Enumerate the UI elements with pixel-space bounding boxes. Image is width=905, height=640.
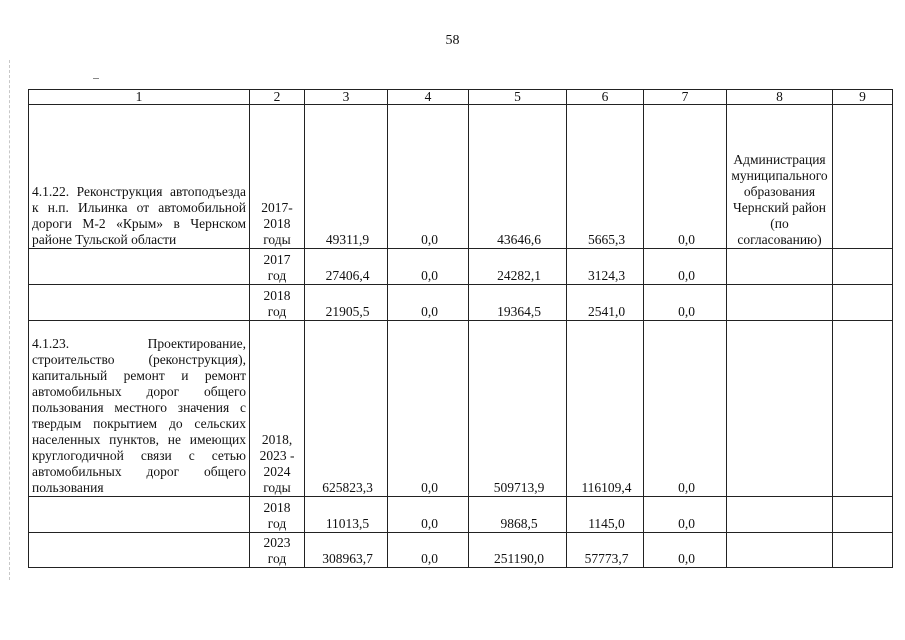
value-total: 625823,3 bbox=[305, 321, 388, 497]
value-col5: 509713,9 bbox=[469, 321, 567, 497]
note-cell bbox=[833, 285, 893, 321]
responsible-cell bbox=[727, 497, 833, 533]
note-cell bbox=[833, 249, 893, 285]
value-col6: 3124,3 bbox=[567, 249, 644, 285]
value-col7: 0,0 bbox=[644, 321, 727, 497]
measure-name bbox=[29, 533, 250, 568]
value-col7: 0,0 bbox=[644, 497, 727, 533]
measure-name: 4.1.22. Реконструкция автоподъезда к н.п. Ильинка от автомобильной дороги М-2 «Крым» в Чернском районе Тульской области bbox=[29, 105, 250, 249]
period-cell: 2018, 2023 - 2024 годы bbox=[250, 321, 305, 497]
value-col4: 0,0 bbox=[388, 533, 469, 568]
page-number: 58 bbox=[445, 33, 460, 48]
scan-mark bbox=[93, 78, 99, 79]
header-cell: 1 bbox=[29, 90, 250, 105]
responsible-cell bbox=[727, 321, 833, 497]
value-col5: 24282,1 bbox=[469, 249, 567, 285]
note-cell bbox=[833, 321, 893, 497]
responsible-cell bbox=[727, 285, 833, 321]
value-col4: 0,0 bbox=[388, 285, 469, 321]
table-row bbox=[29, 497, 893, 533]
value-col6: 116109,4 bbox=[567, 321, 644, 497]
table-row bbox=[29, 533, 893, 568]
note-cell bbox=[833, 533, 893, 568]
measure-name bbox=[29, 497, 250, 533]
header-row bbox=[29, 90, 893, 105]
header-cell: 2 bbox=[250, 90, 305, 105]
header-cell: 7 bbox=[644, 90, 727, 105]
header-cell: 4 bbox=[388, 90, 469, 105]
value-total: 11013,5 bbox=[305, 497, 388, 533]
responsible-cell bbox=[727, 533, 833, 568]
measure-name: 4.1.23. Проектирование, строительство (реконструкция), капитальный ремонт и ремонт автомобильных дорог общего пользования местного значения с твердым покрытием до сельских населенных пунктов, не имеющих круглогодичной связи с сетью автомобильных дорог общего пользования bbox=[29, 321, 250, 497]
responsible-cell bbox=[727, 249, 833, 285]
value-col5: 43646,6 bbox=[469, 105, 567, 249]
value-col4: 0,0 bbox=[388, 321, 469, 497]
table-row bbox=[29, 321, 893, 497]
note-cell bbox=[833, 105, 893, 249]
note-cell bbox=[833, 497, 893, 533]
value-col6: 2541,0 bbox=[567, 285, 644, 321]
measure-name bbox=[29, 285, 250, 321]
value-col7: 0,0 bbox=[644, 249, 727, 285]
responsible-cell: Администрация муниципального образования Чернский район (по согласованию) bbox=[727, 105, 833, 249]
margin-line bbox=[9, 60, 10, 580]
period-cell: 2023 год bbox=[250, 533, 305, 568]
header-cell: 9 bbox=[833, 90, 893, 105]
value-col7: 0,0 bbox=[644, 105, 727, 249]
value-col7: 0,0 bbox=[644, 533, 727, 568]
measure-name bbox=[29, 249, 250, 285]
period-cell: 2018 год bbox=[250, 497, 305, 533]
program-table bbox=[28, 89, 893, 568]
table-row bbox=[29, 285, 893, 321]
value-col7: 0,0 bbox=[644, 285, 727, 321]
table-row bbox=[29, 249, 893, 285]
value-total: 27406,4 bbox=[305, 249, 388, 285]
period-cell: 2017-2018 годы bbox=[250, 105, 305, 249]
value-col4: 0,0 bbox=[388, 249, 469, 285]
value-total: 21905,5 bbox=[305, 285, 388, 321]
value-col5: 9868,5 bbox=[469, 497, 567, 533]
value-total: 49311,9 bbox=[305, 105, 388, 249]
value-col5: 251190,0 bbox=[469, 533, 567, 568]
value-col6: 1145,0 bbox=[567, 497, 644, 533]
header-cell: 3 bbox=[305, 90, 388, 105]
header-cell: 5 bbox=[469, 90, 567, 105]
header-cell: 8 bbox=[727, 90, 833, 105]
value-col6: 5665,3 bbox=[567, 105, 644, 249]
value-col6: 57773,7 bbox=[567, 533, 644, 568]
period-cell: 2018 год bbox=[250, 285, 305, 321]
value-col5: 19364,5 bbox=[469, 285, 567, 321]
value-col4: 0,0 bbox=[388, 105, 469, 249]
value-col4: 0,0 bbox=[388, 497, 469, 533]
value-total: 308963,7 bbox=[305, 533, 388, 568]
period-cell: 2017 год bbox=[250, 249, 305, 285]
header-cell: 6 bbox=[567, 90, 644, 105]
table-row bbox=[29, 105, 893, 249]
